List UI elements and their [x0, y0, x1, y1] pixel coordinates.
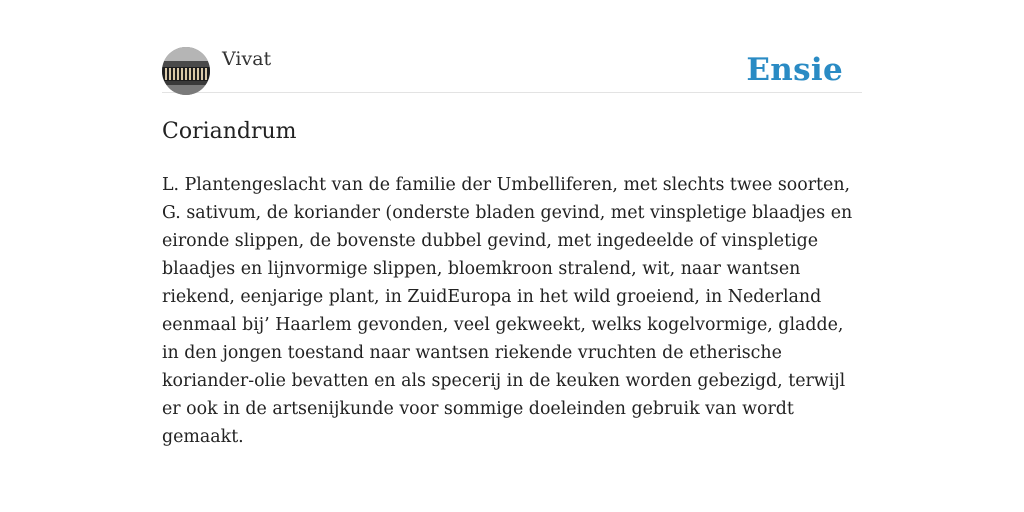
brand-logo[interactable]: Ensie [746, 52, 843, 88]
bookshelf-avatar-icon [162, 47, 210, 95]
source-avatar[interactable] [162, 47, 210, 95]
source-name[interactable]: Vivat [222, 48, 272, 70]
article-title: Coriandrum [162, 119, 297, 144]
source-header [162, 44, 862, 93]
article-card [162, 44, 862, 451]
article-body: L. Plantengeslacht van de familie der Umbelliferen, met slechts twee soorten, G. sativum, de koriander (onderste bladen gevind, met vinspletige blaadjes en eironde slippen, de bovenste dubbel gevind, met ingedeelde of vinspletige blaadjes en lijnvormige slippen, bloemkroon stralend, wit, naar wantsen riekend, eenjarige plant, in ZuidEuropa in het wild groeiend, in Nederland eenmaal bij’ Haarlem gevonden, veel gekweekt, welks kogelvormige, gladde, in den jongen toestand naar wantsen riekende vruchten de etherische koriander-olie bevatten en als specerij in de keuken worden gebezigd, terwijl er ook in de artsenijkunde voor sommige doeleinden gebruik van wordt gemaakt. [162, 175, 853, 447]
